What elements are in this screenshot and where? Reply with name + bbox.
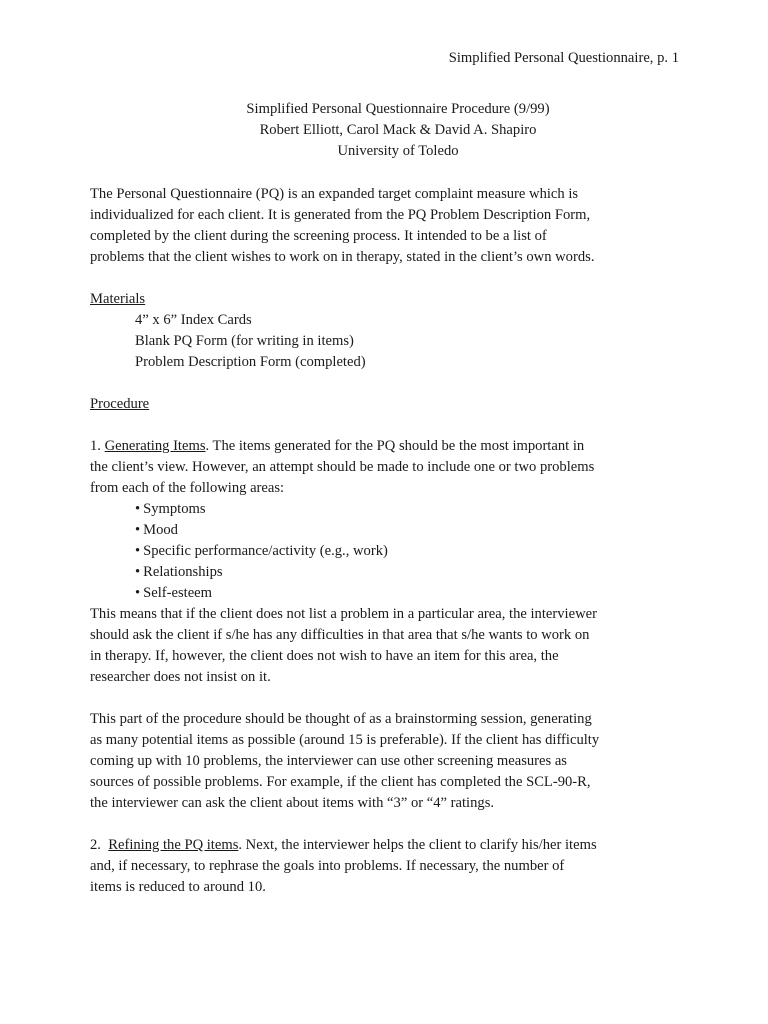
step2-number: 2. xyxy=(90,837,109,853)
areas-list xyxy=(90,499,690,604)
materials-item: 4” x 6” Index Cards xyxy=(135,312,252,328)
step1-block xyxy=(90,436,690,688)
step1-title: Generating Items xyxy=(104,438,206,454)
document-title: Simplified Personal Questionnaire Procedure (9/99) xyxy=(246,101,550,117)
intro-paragraph xyxy=(90,184,690,268)
step2-first-line xyxy=(90,835,690,856)
list-item: • Symptoms xyxy=(135,499,690,520)
list-item: • Specific performance/activity (e.g., work) xyxy=(135,541,690,562)
step2-title: Refining the PQ items xyxy=(108,837,239,853)
brainstorm-paragraph xyxy=(90,709,690,814)
brainstorm-line: as many potential items as possible (around 15 is preferable). If the client has difficulty xyxy=(90,732,600,748)
materials-item: Blank PQ Form (for writing in items) xyxy=(135,333,354,349)
step1-followup-line: researcher does not insist on it. xyxy=(90,669,271,685)
step2-line: and, if necessary, to rephrase the goals into problems. If necessary, the number of xyxy=(90,858,565,874)
step1-line: the client’s view. However, an attempt should be made to include one or two problems xyxy=(90,459,595,475)
intro-line: individualized for each client. It is generated from the PQ Problem Description Form, xyxy=(90,207,591,223)
step1-first-line xyxy=(90,436,690,457)
document-authors: Robert Elliott, Carol Mack & David A. Shapiro xyxy=(259,122,537,138)
brainstorm-line: coming up with 10 problems, the interviewer can use other screening measures as xyxy=(90,753,567,769)
procedure-section xyxy=(90,394,690,898)
step1-followup-line: in therapy. If, however, the client does not wish to have an item for this area, the xyxy=(90,648,559,664)
step1-line: from each of the following areas: xyxy=(90,480,285,496)
running-header: Simplified Personal Questionnaire, p. 1 xyxy=(448,50,679,66)
step1-number: 1. xyxy=(90,438,105,454)
intro-line: The Personal Questionnaire (PQ) is an expanded target complaint measure which is xyxy=(90,186,579,202)
intro-line: problems that the client wishes to work on in therapy, stated in the client’s own words. xyxy=(90,249,595,265)
list-item: • Mood xyxy=(135,520,690,541)
step1-first-line-text: . The items generated for the PQ should be the most important in xyxy=(205,438,585,454)
document-affiliation: University of Toledo xyxy=(337,143,459,159)
step1-followup-line: This means that if the client does not list a problem in a particular area, the interviewer xyxy=(90,606,597,622)
list-item: • Relationships xyxy=(135,562,690,583)
document-page xyxy=(90,48,690,898)
brainstorm-line: the interviewer can ask the client about items with “3” or “4” ratings. xyxy=(90,795,495,811)
materials-heading: Materials xyxy=(90,291,146,307)
step2-block xyxy=(90,835,690,898)
brainstorm-line: sources of possible problems. For example, if the client has completed the SCL-90-R, xyxy=(90,774,591,790)
intro-line: completed by the client during the screening process. It intended to be a list of xyxy=(90,228,547,244)
materials-section xyxy=(90,289,690,373)
brainstorm-line: This part of the procedure should be thought of as a brainstorming session, generating xyxy=(90,711,592,727)
step2-first-line-text: . Next, the interviewer helps the client to clarify his/her items xyxy=(238,837,597,853)
step2-line: items is reduced to around 10. xyxy=(90,879,266,895)
step1-followup-line: should ask the client if s/he has any difficulties in that area that s/he wants to work on xyxy=(90,627,590,643)
procedure-heading: Procedure xyxy=(90,396,150,412)
list-item: • Self-esteem xyxy=(135,583,690,604)
title-block xyxy=(106,99,690,162)
materials-item: Problem Description Form (completed) xyxy=(135,354,366,370)
